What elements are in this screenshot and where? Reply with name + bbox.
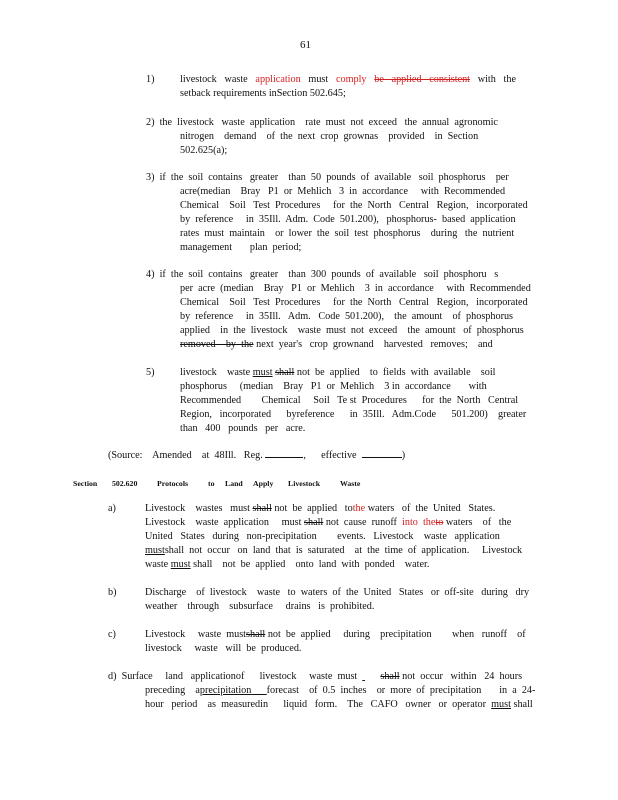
underlined-text: must (491, 699, 511, 710)
underlined-text: must (145, 545, 165, 556)
deleted-text: shall (275, 367, 295, 378)
subsection-c: Livestock waste mustshall not be applied during precipitation when runoff of livestock waste will be produced. (145, 629, 526, 654)
inserted-text: comply (335, 74, 367, 85)
item-5: livestock waste must shall not be applied to fields with available soil phosphorus (median Bray P1 or Mehlich 3 in accordance with Recommended Chemical Soil Te st Procedures for the North Central Region, incorporated byreference in 35Ill. Adm.Code 501.200) greater than 400 pounds per acre. (180, 367, 527, 434)
inserted-text: into the (402, 517, 436, 528)
page-number: 61 (300, 39, 311, 51)
section-title-word: Livestock (288, 479, 321, 488)
item-1-number: 1) (146, 74, 155, 85)
deleted-text: shall (304, 517, 324, 528)
section-title-word: Waste (340, 479, 361, 488)
underlined-text: precipitation (199, 685, 252, 696)
section-title-word: Apply (253, 479, 274, 488)
subsection-a-label: a) (108, 503, 116, 514)
item-2: 2) the livestock waste application rate must not exceed the annual agronomic nitrogen demand of the next crop grownas provided in Section 502.625(a); (146, 117, 498, 156)
section-title-word: Protocols (157, 479, 189, 488)
subsection-c-label: c) (108, 629, 116, 640)
item-1-line-1: livestock waste application must comply be applied consistent with the (180, 74, 517, 85)
item-4: 4) if the soil contains greater than 300 pounds of available soil phosphoru s per acre (median Bray P1 or Mehlich 3 in accordance with Recommended Chemical Soil Test Procedures for the North Central Region, incorporated by reference in 35Ill. Adm. Code 501.200), the amount of phosphorus applied in the livestock waste must not exceed the amount of phosphorus removed by the next year's crop grownand harvested removes; and (146, 269, 531, 350)
item-5-number: 5) (146, 367, 155, 378)
inserted-text: the (352, 503, 366, 514)
source-note: (Source: Amended at 48Ill. Reg. , effective ) (108, 447, 405, 463)
section-title-word: to (208, 479, 215, 488)
item-3: 3) if the soil contains greater than 50 pounds of available soil phosphorus per acre(median Bray P1 or Mehlich 3 in accordance with Recommended Chemical Soil Test Procedures for the North Central Region, incorporated by reference in 35Ill. Adm. Code 501.200), phosphorus- based application rates must maintain or lower the soil test phosphorus during the nutrient management plan period; (146, 172, 528, 253)
subsection-b-label: b) (108, 587, 117, 598)
deleted-text: be applied consistent (374, 74, 471, 85)
underlined-text: must (252, 367, 273, 378)
inserted-text: application (255, 74, 301, 85)
subsection-b: Discharge of livestock waste to waters of the United States or off-site during dry weather through subsurface drains is prohibited. (145, 587, 530, 612)
deleted-text: shall (246, 629, 266, 640)
section-number: 502.620 (112, 479, 138, 488)
section-label: Section (73, 479, 98, 488)
item-1 (180, 73, 516, 101)
item-1-line-2: setback requirements inSection 502.645; (180, 88, 346, 99)
deleted-text: removed by the (180, 339, 254, 350)
section-title-word: Land (225, 479, 243, 488)
underlined-text: must (170, 559, 191, 570)
deleted-text: to (435, 517, 444, 528)
subsection-d: d) Surface land applicationof livestock waste must shall not occur within 24 hours preceding aprecipitation forecast of 0.5 inches or more of precipitation in a 24- hour period as measuredin liquid form. The CAFO owner or operator must shall (108, 671, 536, 710)
deleted-text: shall (380, 671, 400, 682)
deleted-text: shall (252, 503, 272, 514)
subsection-a: Livestock wastes must shall not be applied tothe waters of the United States. Livestock waste application must shall not cause runoff into theto waters of the United States during non-precipitation events. Livestock waste application mustshall not occur on land that is saturated at the time of application. Livestock waste must shall not be applied onto land with ponded water. (145, 503, 523, 570)
